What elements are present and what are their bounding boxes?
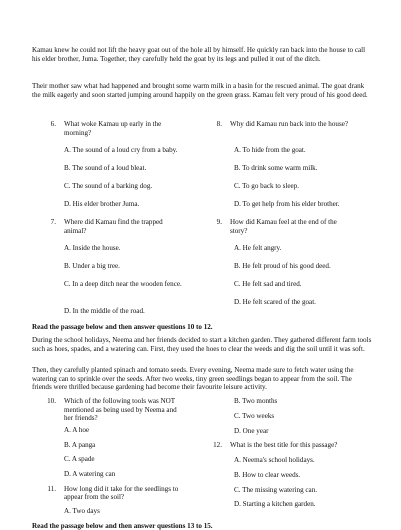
answer-option: C. In a deep ditch near the wooden fence. [64,280,182,288]
question-number: 10. [47,397,56,406]
answer-option: A. Inside the house. [64,244,121,252]
answer-option: A. To hide from the goat. [234,146,306,154]
answer-option: B. A panga [64,440,96,449]
question-stem: Where did Kamau find the trapped animal? [64,218,163,235]
question-number: 6. [50,120,56,128]
answer-option: D. Starting a kitchen garden. [234,500,316,509]
answer-option: D. He felt scared of the goat. [234,298,316,306]
answer-option: B. Two months [234,397,278,406]
section-instruction: Read the passage below and then answer questions 13 to 15. [32,521,213,530]
answer-option: C. The sound of a barking dog. [64,182,153,190]
answer-option: D. His elder brother Juma. [64,200,140,208]
answer-option: B. Under a big tree. [64,262,120,270]
passage2-para2: Then, they carefully planted spinach and tomato seeds. Every evening, Neema made sure to fetch water using the watering can to sprinkle over the seeds. After two weeks, tiny green seedlings began to appear from the soil. The friends were thrilled because gardening had become their favourite leisure activity. [32,365,354,392]
answer-option: B. The sound of a loud bleat. [64,164,147,172]
question-number: 11. [47,484,56,493]
answer-option: B. He felt proud of his good deed. [234,262,331,270]
answer-option: D. To get help from his elder brother. [234,200,340,208]
passage2-para1: During the school holidays, Neema and her friends decided to start a kitchen garden. They gathered different farm tools such as hoes, spades, and a watering can. First, they used the hoes to clear the weeds and dig the soil until it was soft. [32,336,372,353]
answer-option: B. How to clear weeds. [234,470,301,479]
question-stem: What is the best title for this passage? [230,441,338,450]
answer-option: C. Two weeks [234,411,275,420]
answer-option: A. A hoe [64,425,90,434]
passage1-para1: Kamau knew he could not lift the heavy goat out of the hole all by himself. He quickly ran back into the house to call his elder brother, Juma. Together, they carefully held the goat by its legs and pulled it out of the ditch. [32,46,366,63]
answer-option: D. One year [234,426,269,435]
answer-option: A. Two days [64,506,100,515]
answer-option: D. A watering can [64,470,116,479]
section-instruction: Read the passage below and then answer questions 10 to 12. [32,323,213,332]
question-stem: How long did it take for the seedlings to appear from the soil? [64,484,179,502]
question-number: 7. [50,218,56,226]
passage1-para2: Their mother saw what had happened and brought some warm milk in a basin for the rescued animal. The goat drank the milk eagerly and soon started jumping around happily on the green grass. Kamau felt very proud of his good deed. [32,82,368,99]
answer-option: C. He felt sad and tired. [234,280,302,288]
answer-option: A. The sound of a loud cry from a baby. [64,146,178,154]
answer-option: C. The missing watering can. [234,485,318,494]
answer-option: C. A spade [64,455,95,464]
question-number: 9. [216,218,222,226]
answer-option: B. To drink some warm milk. [234,164,318,172]
answer-option: C. To go back to sleep. [234,182,299,190]
question-stem: How did Kamau feel at the end of the story? [230,218,337,235]
question-stem: Why did Kamau run back into the house? [230,120,348,128]
question-stem: Which of the following tools was NOT mentioned as being used by Neema and her friends? [64,397,177,423]
answer-option: D. In the middle of the road. [64,307,145,315]
answer-option: A. He felt angry. [234,244,282,252]
question-number: 8. [216,120,222,128]
question-number: 12. [213,441,222,450]
answer-option: A. Neema's school holidays. [234,456,315,465]
question-stem: What woke Kamau up early in the morning? [64,120,162,137]
